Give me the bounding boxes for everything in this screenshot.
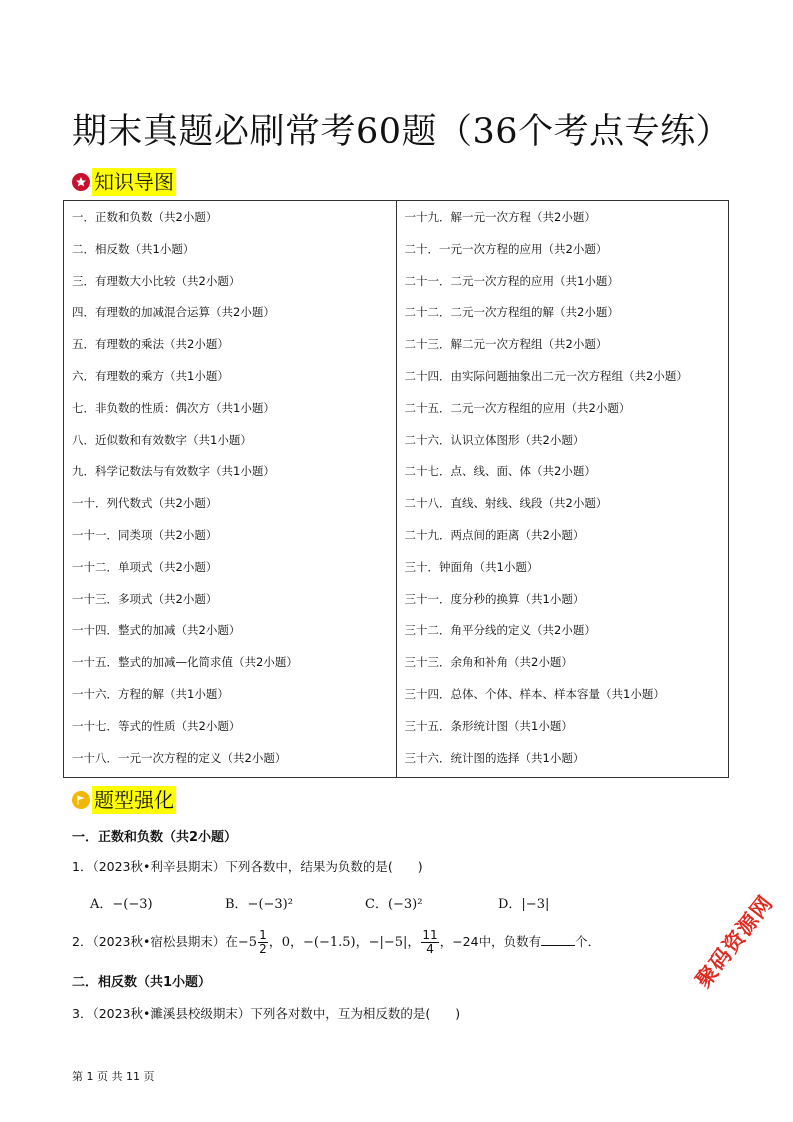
q2-prefix: 2．（2023秋•宿松县期末）在 [72, 934, 238, 949]
toc-item: 七．非负数的性质：偶次方（共1小题） [72, 400, 275, 415]
toc-item: 三十二．角平分线的定义（共2小题） [404, 623, 596, 638]
q2-mixed-fraction [258, 929, 268, 956]
flag-icon [72, 791, 90, 809]
toc-item: 二十三．解二元一次方程组（共2小题） [404, 337, 608, 352]
toc-item: 一．正数和负数（共2小题） [72, 210, 218, 224]
toc-item: 一十八．一元一次方程的定义（共2小题） [72, 750, 287, 765]
section-practice [72, 786, 176, 814]
toc-item: 一十四．整式的加减（共2小题） [72, 623, 241, 638]
q2-suffix-a: ，−24中，负数有 [439, 934, 542, 949]
toc-item: 二十二．二元一次方程组的解（共2小题） [404, 305, 619, 320]
toc-item: 一十七．等式的性质（共2小题） [72, 718, 241, 733]
fraction-denominator: 4 [426, 942, 434, 956]
toc-item: 四．有理数的加减混合运算（共2小题） [72, 305, 275, 320]
star-icon [72, 173, 90, 191]
toc-item: 一十．列代数式（共2小题） [72, 496, 218, 511]
toc-item: 一十五．整式的加减—化简求值（共2小题） [72, 655, 298, 670]
toc-item: 一十二．单项式（共2小题） [72, 559, 218, 574]
fraction-numerator: 11 [422, 928, 438, 942]
answer-blank[interactable] [541, 945, 575, 946]
toc-item: 一十九．解一元一次方程（共2小题） [404, 210, 596, 224]
toc-item: 三十三．余角和补角（共2小题） [404, 655, 573, 670]
toc-item: 二十九．两点间的距离（共2小题） [404, 527, 585, 542]
toc-item: 三十五．条形统计图（共1小题） [404, 718, 573, 733]
toc-item: 二十五．二元一次方程组的应用（共2小题） [404, 400, 631, 415]
toc-item: 二十六．认识立体图形（共2小题） [404, 432, 585, 447]
toc-item: 五．有理数的乘法（共2小题） [72, 337, 229, 352]
toc-item: 二．相反数（共1小题） [72, 241, 195, 256]
page-footer: 第 1 页 共 11 页 [72, 1070, 155, 1083]
toc-item: 二十四．由实际问题抽象出二元一次方程组（共2小题） [404, 368, 688, 383]
question-2 [72, 929, 600, 956]
question-3: 3．（2023秋•濉溪县校级期末）下列各对数中，互为相反数的是( ) [72, 1006, 461, 1021]
toc-item: 三．有理数大小比较（共2小题） [72, 273, 241, 288]
toc-item: 二十七．点、线、面、体（共2小题） [404, 464, 596, 479]
fraction-denominator: 2 [259, 942, 267, 956]
q2-mixed-whole: −5 [237, 935, 258, 950]
q2-fraction [421, 929, 438, 956]
toc-item: 二十．一元一次方程的应用（共2小题） [404, 241, 608, 256]
page-title: 期末真题必刷常考60题（36个考点专练） [72, 112, 732, 152]
toc-left-column [64, 201, 397, 778]
part1-heading: 一．正数和负数（共2小题） [72, 830, 238, 845]
toc-right-column [396, 201, 729, 778]
part2-heading: 二．相反数（共1小题） [72, 975, 212, 990]
question-1: 1．（2023秋•利辛县期末）下列各数中，结果为负数的是( ) [72, 859, 423, 874]
toc-item: 二十八．直线、射线、线段（共2小题） [404, 496, 608, 511]
toc-item: 三十六．统计图的选择（共1小题） [404, 750, 585, 765]
q2-mid: ，0，−(−1.5)，−|−5|， [268, 935, 421, 950]
watermark-stamp: 聚码资源网 [691, 890, 778, 993]
option-d: D．|−3| [498, 897, 550, 912]
toc-item: 一十六．方程的解（共1小题） [72, 686, 229, 701]
toc-item: 三十．钟面角（共1小题） [404, 559, 539, 574]
fraction-numerator: 1 [259, 928, 267, 942]
q2-suffix-b: 个． [575, 934, 601, 949]
toc-item: 二十一．二元一次方程的应用（共1小题） [404, 273, 619, 288]
toc-item: 一十一．同类项（共2小题） [72, 527, 218, 542]
section-label: 知识导图 [94, 170, 174, 194]
option-b: B．−(−3)² [225, 897, 293, 912]
option-c: C．(−3)² [365, 897, 423, 912]
toc-item: 九．科学记数法与有效数字（共1小题） [72, 464, 275, 479]
toc-item: 六．有理数的乘方（共1小题） [72, 368, 229, 383]
section-knowledge-map [72, 168, 176, 196]
section-label: 题型强化 [94, 788, 174, 812]
toc-item: 三十一．度分秒的换算（共1小题） [404, 591, 585, 606]
toc-table [63, 200, 729, 778]
option-a: A．−(−3) [90, 897, 153, 912]
toc-item: 三十四．总体、个体、样本、样本容量（共1小题） [404, 686, 665, 701]
toc-item: 一十三．多项式（共2小题） [72, 591, 218, 606]
toc-item: 八．近似数和有效数字（共1小题） [72, 432, 252, 447]
